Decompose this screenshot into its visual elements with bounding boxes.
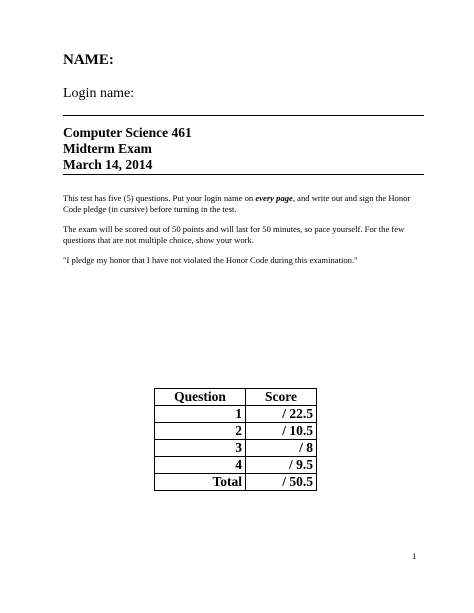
name-label: NAME: bbox=[63, 52, 114, 68]
question-cell: 3 bbox=[155, 440, 246, 457]
table-row bbox=[155, 474, 317, 491]
bottom-divider bbox=[63, 174, 424, 175]
instructions-paragraph-1 bbox=[63, 193, 427, 215]
course-title: Computer Science 461 bbox=[63, 125, 192, 140]
table-row bbox=[155, 406, 317, 423]
question-column-header: Question bbox=[155, 389, 246, 406]
course-heading bbox=[63, 125, 192, 173]
score-cell: / 9.5 bbox=[246, 457, 317, 474]
score-cell: / 8 bbox=[246, 440, 317, 457]
question-cell: Total bbox=[155, 474, 246, 491]
page-number: 1 bbox=[412, 551, 417, 561]
instructions-text: This test has five (5) questions. Put your login name on bbox=[63, 193, 256, 203]
score-column-header: Score bbox=[246, 389, 317, 406]
table-row bbox=[155, 457, 317, 474]
question-cell: 4 bbox=[155, 457, 246, 474]
top-divider bbox=[63, 115, 424, 116]
score-cell: / 10.5 bbox=[246, 423, 317, 440]
score-cell: / 22.5 bbox=[246, 406, 317, 423]
instructions-text: , and write out and sign the Honor Code pledge (in cursive) before turning in the test. bbox=[63, 193, 411, 214]
instructions-paragraph-2: The exam will be scored out of 50 points and will last for 50 minutes, so pace yourself. For the few questions that are not multiple choice, show your work. bbox=[63, 224, 405, 245]
table-row bbox=[155, 423, 317, 440]
score-table bbox=[154, 388, 317, 491]
honor-pledge: "I pledge my honor that I have not violated the Honor Code during this examination." bbox=[63, 255, 358, 265]
score-cell: / 50.5 bbox=[246, 474, 317, 491]
exam-name: Midterm Exam bbox=[63, 141, 152, 156]
login-name-label: Login name: bbox=[63, 86, 135, 101]
table-header-row bbox=[155, 389, 317, 406]
question-cell: 2 bbox=[155, 423, 246, 440]
emphasis-text: every page bbox=[255, 193, 293, 203]
exam-date: March 14, 2014 bbox=[63, 157, 153, 172]
table-row bbox=[155, 440, 317, 457]
question-cell: 1 bbox=[155, 406, 246, 423]
